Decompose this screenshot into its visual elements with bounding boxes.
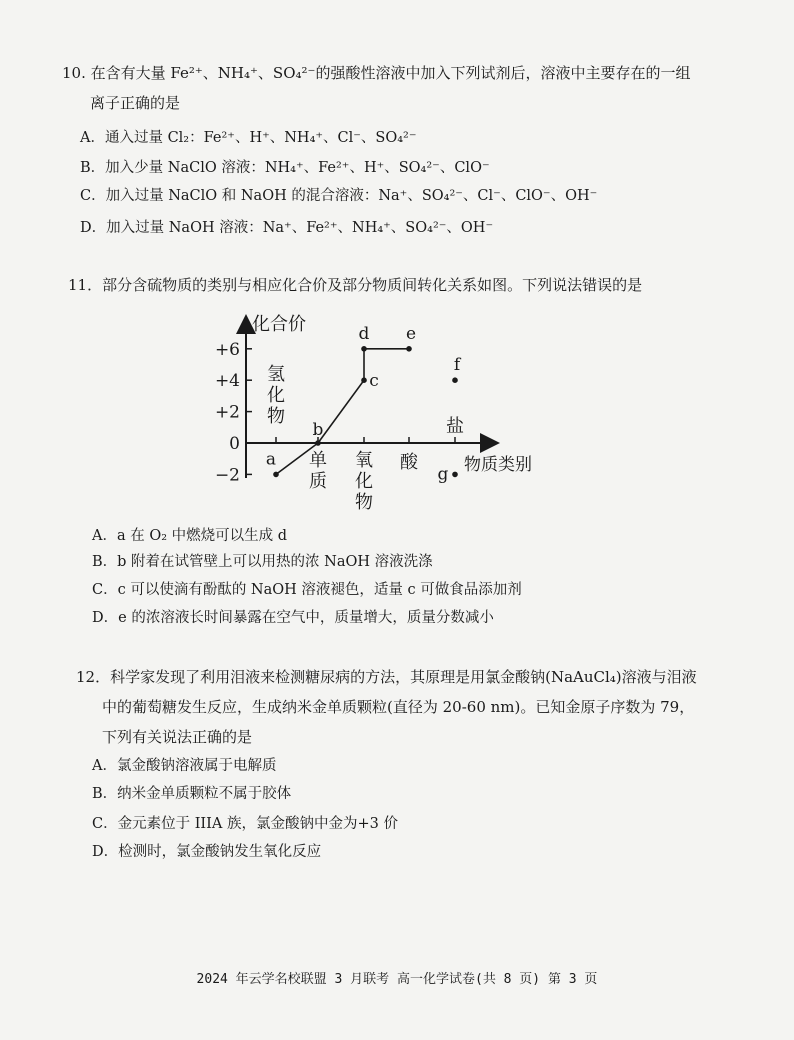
- point-label: f: [453, 355, 461, 376]
- category-label: 盐: [446, 416, 464, 437]
- q11-option-a: A．a 在 O₂ 中燃烧可以生成 d: [92, 528, 288, 544]
- data-point: [361, 377, 367, 383]
- category-label: 酸: [400, 452, 418, 473]
- point-label: g: [437, 464, 449, 485]
- q12-stem-line1: 12．科学家发现了利用泪液来检测糖尿病的方法，其原理是用氯金酸钠(NaAuCl₄)溶液与泪液: [76, 668, 697, 686]
- q10-option-d: D．加入过量 NaOH 溶液：Na⁺、Fe²⁺、NH₄⁺、SO₄²⁻、OH⁻: [80, 220, 494, 236]
- data-point: [273, 472, 279, 478]
- point-label: c: [369, 371, 379, 392]
- page-footer: 2024 年云学名校联盟 3 月联考 高一化学试卷(共 8 页) 第 3 页: [196, 972, 598, 987]
- data-point: [406, 346, 412, 352]
- y-tick-label: +4: [214, 371, 240, 392]
- point-label: d: [358, 323, 370, 344]
- y-tick-label: +2: [214, 402, 240, 423]
- y-tick-label: 0: [229, 434, 240, 454]
- q11-option-c: C．c 可以使滴有酚酞的 NaOH 溶液褪色，适量 c 可做食品添加剂: [92, 582, 522, 598]
- q11-option-d: D．e 的浓溶液长时间暴露在空气中，质量增大，质量分数减小: [92, 610, 494, 626]
- q12-option-c: C．金元素位于 IIIA 族，氯金酸钠中金为+3 价: [92, 816, 398, 832]
- q10-stem-line2: 离子正确的是: [90, 94, 181, 112]
- y-tick-label: −2: [214, 465, 240, 486]
- q12-option-a: A．氯金酸钠溶液属于电解质: [92, 758, 277, 774]
- y-tick-label: +6: [214, 339, 240, 360]
- data-point: [452, 377, 458, 383]
- sulfur-valence-chart: [200, 306, 560, 516]
- q12-stem-line3: 下列有关说法正确的是: [102, 728, 253, 746]
- data-point: [315, 440, 321, 446]
- category-label: 氧化物: [355, 450, 373, 513]
- q12-option-b: B．纳米金单质颗粒不属于胶体: [92, 786, 292, 802]
- q10-option-c: C．加入过量 NaClO 和 NaOH 的混合溶液：Na⁺、SO₄²⁻、Cl⁻、ClO⁻、OH⁻: [80, 188, 598, 204]
- connection-line: [318, 380, 364, 443]
- category-label: 单质: [309, 450, 327, 492]
- point-label: b: [312, 420, 324, 440]
- q12-stem-line2: 中的葡萄糖发生反应，生成纳米金单质颗粒(直径为 20-60 nm)。已知金原子序数为 79，: [102, 698, 695, 716]
- q10-option-b: B．加入少量 NaClO 溶液：NH₄⁺、Fe²⁺、H⁺、SO₄²⁻、ClO⁻: [80, 160, 490, 176]
- category-label: 氢化物: [267, 364, 285, 427]
- q11-option-b: B．b 附着在试管壁上可以用热的浓 NaOH 溶液洗涤: [92, 554, 433, 570]
- q12-option-d: D．检测时，氯金酸钠发生氧化反应: [92, 844, 322, 860]
- point-label: e: [405, 323, 417, 344]
- x-axis-label: 物质类别: [464, 455, 532, 475]
- q10-stem-line1: 10. 在含有大量 Fe²⁺、NH₄⁺、SO₄²⁻的强酸性溶液中加入下列试剂后，溶液中主要存在的一组: [62, 64, 691, 82]
- data-point: [452, 472, 458, 478]
- point-label: a: [265, 449, 277, 470]
- y-axis-label: 化合价: [252, 314, 306, 335]
- q10-option-a: A．通入过量 Cl₂：Fe²⁺、H⁺、NH₄⁺、Cl⁻、SO₄²⁻: [80, 130, 417, 146]
- q11-stem: 11．部分含硫物质的类别与相应化合价及部分物质间转化关系如图。下列说法错误的是: [68, 276, 643, 294]
- data-point: [361, 346, 367, 352]
